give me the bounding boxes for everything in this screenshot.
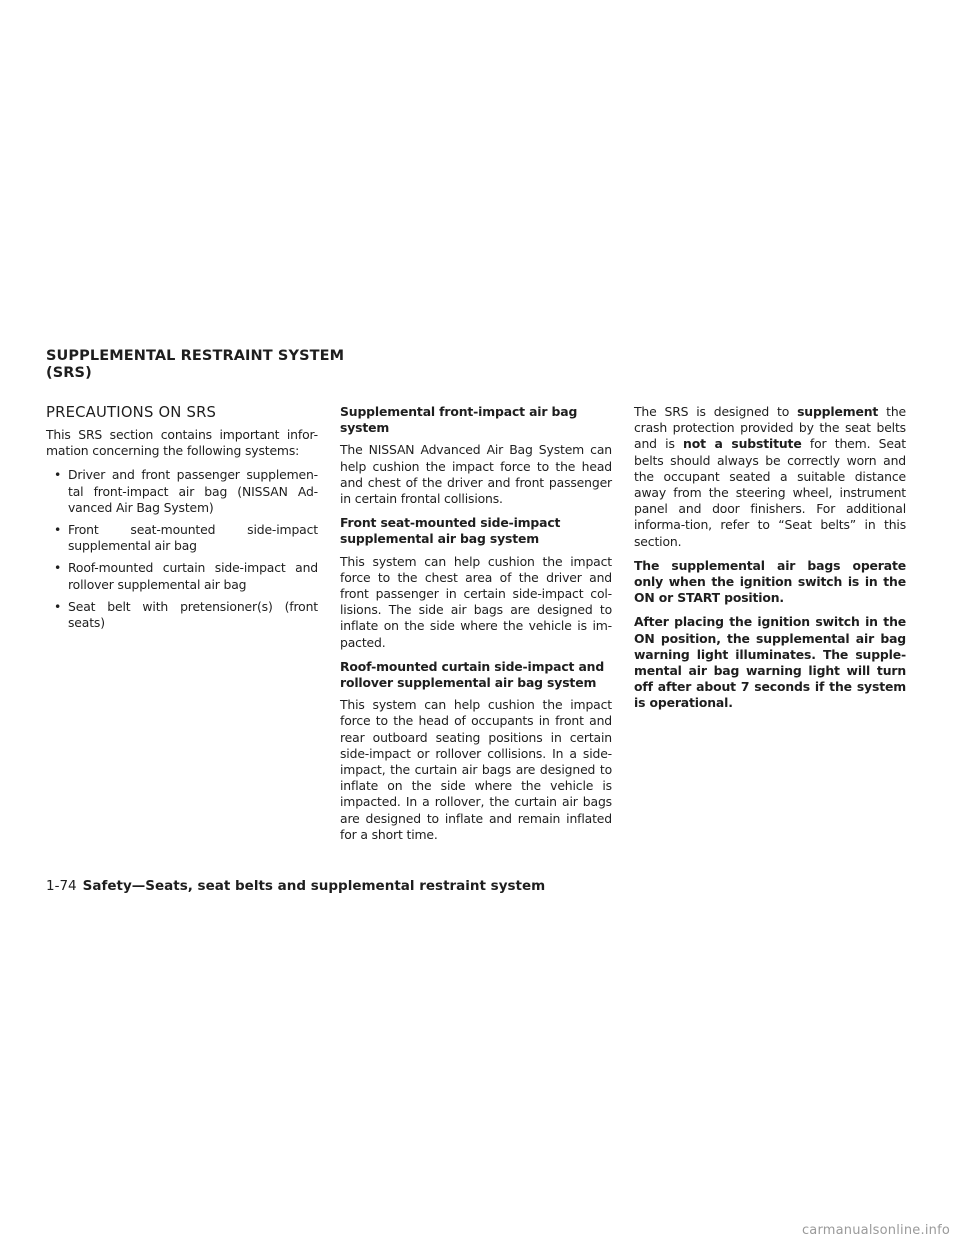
chapter-title: Safety—Seats, seat belts and supplemental restraint system bbox=[82, 878, 546, 894]
bullet-icon: • bbox=[54, 522, 62, 538]
warning-light-note: After placing the ignition switch in the ON position, the supplemental air bag warning light illuminates. The supple-mental air bag warning light will turn off after about 7 seconds if the system is operational. bbox=[634, 614, 906, 711]
systems-list bbox=[46, 467, 318, 631]
side-impact-heading: Front seat-mounted side-impact supplemental air bag system bbox=[340, 515, 561, 547]
front-impact-paragraph: The NISSAN Advanced Air Bag System can help cushion the impact force to the head and chest of the driver and front passenger in certain frontal collisions. bbox=[340, 442, 612, 507]
page-number: 1-74 bbox=[46, 878, 77, 894]
srs-supplement-paragraph bbox=[634, 404, 906, 550]
list-item bbox=[46, 467, 318, 516]
text-run: the crash protection provided by the seat belts and is bbox=[634, 404, 906, 452]
list-item-text: Roof-mounted curtain side-impact and rollover supplemental air bag bbox=[68, 560, 318, 592]
curtain-paragraph: This system can help cushion the impact force to the head of occupants in front and rear outboard seating positions in certain side-impact or rollover collisions. In a side-impact, the curtain air bags are designed to inflate on the side where the vehicle is impacted. In a rollover, the curtain air bags are designed to inflate and remain inflated for a short time. bbox=[340, 697, 612, 842]
curtain-heading: Roof-mounted curtain side-impact and rollover supplemental air bag system bbox=[340, 658, 605, 691]
text-run: The SRS is designed to bbox=[634, 404, 798, 419]
list-item-text: Front seat-mounted side-impact supplemental air bag bbox=[68, 522, 318, 554]
watermark: carmanualsonline.info bbox=[801, 1223, 950, 1238]
precautions-heading: PRECAUTIONS ON SRS bbox=[46, 404, 217, 421]
section-title-line1: SUPPLEMENTAL RESTRAINT SYSTEM bbox=[46, 348, 345, 364]
page-footer bbox=[46, 877, 545, 895]
list-item-text: Driver and front passenger supplemen-tal front-impact air bag (NISSAN Ad-vanced Air Bag System) bbox=[68, 467, 318, 515]
list-item bbox=[46, 522, 318, 554]
list-item bbox=[46, 599, 318, 631]
section-title bbox=[46, 348, 346, 382]
section-title-line2: (SRS) bbox=[46, 365, 92, 381]
column-middle bbox=[340, 404, 612, 851]
bullet-icon: • bbox=[54, 560, 62, 576]
ignition-operation-warning: The supplemental air bags operate only when the ignition switch is in the ON or START position. bbox=[634, 557, 906, 606]
list-item bbox=[46, 560, 318, 592]
bullet-icon: • bbox=[54, 598, 62, 614]
column-right bbox=[634, 404, 906, 720]
emphasis-not-a-substitute: not a substitute bbox=[683, 436, 802, 452]
intro-paragraph: This SRS section contains important infor-mation concerning the following systems: bbox=[46, 427, 318, 459]
text-run: for them. Seat belts should always be correctly worn and the occupant seated a suitable distance away from the steering wheel, instrument panel and door finishers. For additional informa-tion, refer to “Seat belts” in this section. bbox=[634, 436, 906, 549]
emphasis-supplement: supplement bbox=[797, 404, 879, 419]
side-impact-paragraph: This system can help cushion the impact force to the chest area of the driver and front passenger in certain side-impact col-lisions. The side air bags are designed to inflate on the side where the vehicle is im-pacted. bbox=[340, 553, 612, 650]
list-item-text: Seat belt with pretensioner(s) (front seats) bbox=[68, 598, 318, 631]
column-left bbox=[46, 404, 318, 637]
bullet-icon: • bbox=[54, 467, 62, 483]
front-impact-heading: Supplemental front-impact air bag system bbox=[340, 404, 578, 436]
